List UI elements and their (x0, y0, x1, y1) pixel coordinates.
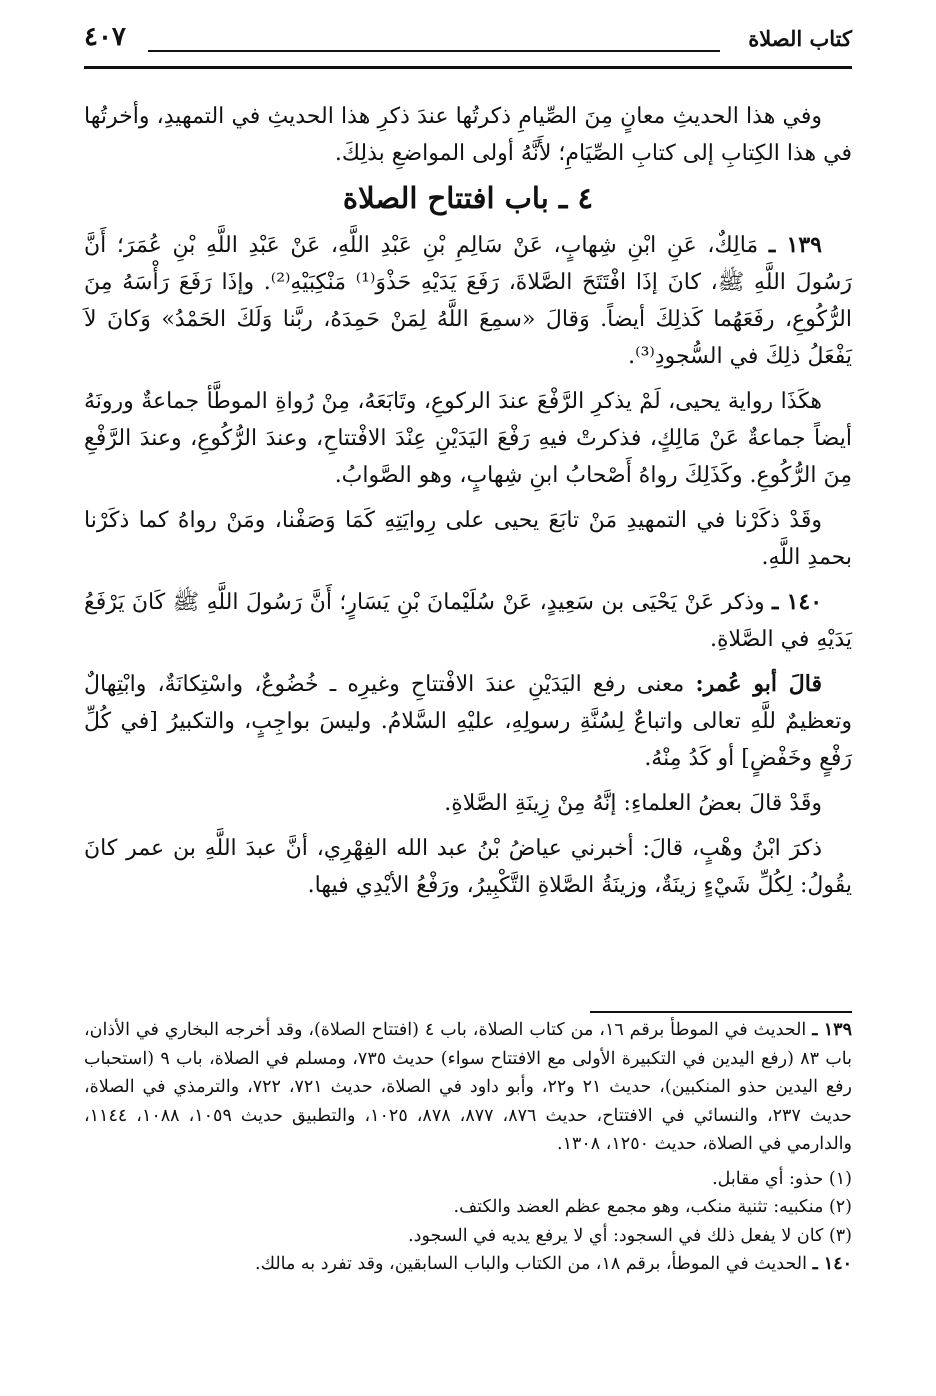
hadith-text: مَالِكٌ، عَنِ ابْنِ شِهابٍ، عَنْ سَالِمِ بْنِ عَبْدِ اللَّهِ، عَنْ عَبْدِ اللَّهِ بْنِ عُمَرَ؛ أَنَّ رَسُولَ اللَّهِ ﷺ، كانَ إذَا افْتَتَحَ الصَّلاةَ، رَفَعَ يَدَيْهِ حَذْوَ⁽¹⁾ مَنْكِبَيْهِ⁽²⁾. وإذَا رَفَعَ رَأْسَهُ مِنَ الرُّكُوعِ، رفَعَهُما كَذلِكَ أيضاً. وَقالَ «سمِعَ اللَّهُ لِمَنْ حَمِدَهُ، ربَّنا وَلَكَ الحَمْدُ» وَكانَ لاَ يَفْعَلُ ذلِكَ في السُّجودِ⁽³⁾. (84, 233, 852, 369)
header-dash-line (148, 50, 720, 52)
footnote-number: ١٣٩ ـ (812, 1020, 852, 1040)
footnote-text: الحديث في الموطأ، برقم ١٨، من الكتاب والباب السابقين، وقد تفرد به مالك. (255, 1254, 807, 1274)
commentary-text: معنى رفع اليَدَيْنِ عندَ الافْتتاحِ وغيرِه ـ خُضُوعٌ، واسْتِكانَةٌ، وابْتِهالٌ وتعظيمٌ للَّهِ تعالى واتباعٌ لِسُنَّةِ رسولِهِ، عليْهِ السَّلامُ. وليسَ بواجِبٍ، والتكبيرُ [في كُلِّ رَفْعٍ وخَفْضٍ] أو كَدُ مِنْهُ. (84, 672, 852, 771)
hadith-139 (84, 227, 852, 375)
hadith-text: وذكر عَنْ يَحْيَى بن سَعِيدٍ، عَنْ سُلَيْمانَ بْنِ يَسَارٍ؛ أَنَّ رَسُولَ اللَّهِ ﷺ كَانَ يَرْفَعُ يَدَيْهِ في الصَّلاةِ. (84, 590, 852, 652)
footnote-139 (84, 1016, 852, 1159)
intro-paragraph: وفي هذا الحديثِ معانٍ مِنَ الصِّيامِ ذكرتُها عندَ ذكرِ هذا الحديثِ في التمهيدِ، وأخرتُها في هذا الكِتابِ إلى كتابِ الصِّيَامِ؛ لأَنَّهُ أولى المواضعِ بذلِكَ. (84, 104, 852, 166)
commentary-paragraph: وقَدْ ذكَرْنا في التمهيدِ مَنْ تابَعَ يحيى على رِوايَتِهِ كَمَا وَصَفْنا، ومَنْ رواهُ كما ذكَرْنا بحمدِ اللَّهِ. (84, 508, 852, 570)
footnote-text: الحديث في الموطأ برقم ١٦، من كتاب الصلاة، باب ٤ (افتتاح الصلاة)، وقد أخرجه البخاري في الأذان، باب ٨٣ (رفع اليدين في التكبيرة الأولى مع الافتتاح سواء) حديث ٧٣٥، ومسلم في الصلاة، باب ٩ (استحباب رفع اليدين حذو المنكبين)، حديث ٢١ و٢٢، وأبو داود في الصلاة، حديث ٧٢١، ٧٢٢، والترمذي في الصلاة، حديث ٢٣٧، والنسائي في الافتتاح، حديث ٨٧٦، ٨٧٧، ٨٧٨، ١٠٢٥، والتطبيق حديث ١٠٥٩، ١٠٨٨، ١١٤٤، والدارمي في الصلاة، حديث ١٢٥٠، ١٣٠٨. (84, 1020, 852, 1154)
footnote-note-3: (٣) كان لا يفعل ذلك في السجود: أي لا يرفع يديه في السجود. (408, 1225, 852, 1246)
footnote-note-1: (١) حذو: أي مقابل. (712, 1168, 852, 1189)
running-title: كتاب الصلاة (748, 26, 852, 51)
commentary-paragraph: ذكرَ ابْنُ وهْبٍ، قالَ: أخبرني عياضُ بْنُ عبد الله الفِهْرِي، أنَّ عبدَ اللَّهِ بن عمر كانَ يقُولُ: لِكُلِّ شَيْءٍ زينَةٌ، وزينَةُ الصَّلاةِ التَّكْبِيرُ، ورَفْعُ الأيْدِي فيها. (84, 836, 852, 898)
abu-umar-paragraph (84, 666, 852, 777)
footnote-number: ١٤٠ ـ (812, 1254, 852, 1274)
hadith-140 (84, 584, 852, 658)
hadith-number: ١٤٠ ـ (772, 589, 823, 615)
commentary-paragraph: وقَدْ قالَ بعضُ العلماءِ: إنَّهُ مِنْ زِينَةِ الصَّلاةِ. (444, 791, 822, 816)
commentary-paragraph: هكَذَا رواية يحيى، لَمْ يذكرِ الرَّفْعَ عندَ الركوعِ، وتَابَعَهُ، مِنْ رُواةِ الموطَّأ جماعةٌ ورونَهُ أيضاً جماعةٌ عَنْ مَالِكٍ، فذكرتْ فيهِ رَفْعَ اليَدَيْنِ عِنْدَ الافْتتاحِ، وعندَ الرُّكُوعِ، وعندَ الرَّفْعِ مِنَ الرُّكُوعِ. وكَذَلِكَ رواهُ أَصْحابُ ابنِ شِهابٍ، وهو الصَّوابُ. (84, 389, 852, 488)
page-number: ٤٠٧ (84, 22, 126, 52)
page-header (84, 22, 852, 66)
hadith-number: ١٣٩ ـ (768, 232, 822, 258)
main-text (84, 98, 852, 912)
footnotes (84, 1016, 852, 1279)
footnote-rule (590, 1011, 852, 1013)
footnote-note-2: (٢) منكبيه: تثنية منكب، وهو مجمع عظم العضد والكتف. (453, 1197, 852, 1217)
speaker-label: قالَ أبو عُمر: (695, 671, 822, 697)
chapter-title: ٤ ـ باب افتتاح الصلاة (342, 181, 594, 215)
footnote-140 (84, 1250, 852, 1279)
header-rule (84, 66, 852, 69)
